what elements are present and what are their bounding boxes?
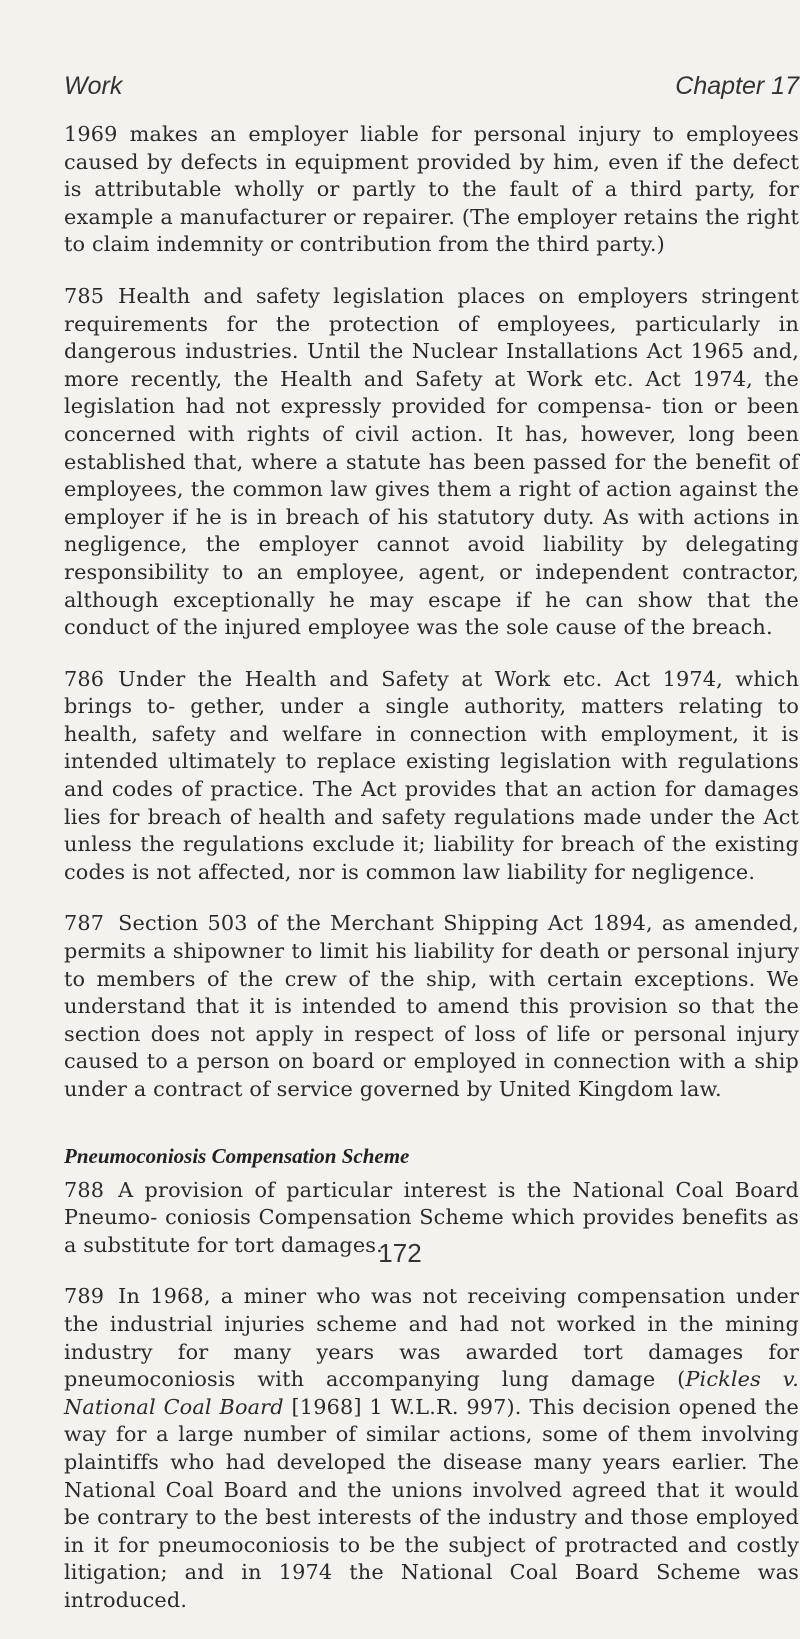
running-head bbox=[64, 72, 799, 101]
paragraph-text-before: In 1968, a miner who was not receiving compensation under the industrial injuries scheme and had not worked in the mining industry for many years was awarded tort damages for pneumoconiosis with accompanying lung damage ( bbox=[64, 1284, 799, 1392]
paragraph-text: A provision of particular interest is the National Coal Board Pneumo- coniosis Compensation Scheme which provides benefits as a substitute for tort damages. bbox=[64, 1177, 799, 1257]
paragraph-text: Section 503 of the Merchant Shipping Act 1894, as amended, permits a shipowner to limit his liability for death or personal injury to members of the crew of the ship, with certain exceptions. We understand that it is intended to amend this provision so that the section does not apply in respect of loss of life or personal injury caused to a person on board or employed in connection with a ship under a contract of service governed by United Kingdom law. bbox=[64, 911, 799, 1101]
case-citation: Pickles v. National Coal Board bbox=[64, 1367, 799, 1419]
paragraph-786 bbox=[64, 666, 799, 887]
paragraph-number: 786 bbox=[64, 666, 105, 691]
paragraph-787 bbox=[64, 910, 799, 1103]
paragraph-number: 785 bbox=[64, 283, 105, 308]
page-number: 172 bbox=[378, 1238, 422, 1268]
paragraph-text-after: [1968] 1 W.L.R. 997). This decision opened the way for a large number of similar actions, some of them involving plaintiffs who had developed the disease many years earlier. The National Coal Board and the unions involved agreed that it would be contrary to the best interests of the industry and those employed in it for pneumoconiosis to be the subject of protracted and costly litigation; and in 1974 the National Coal Board Scheme was introduced. bbox=[64, 1394, 799, 1612]
paragraph-785 bbox=[64, 283, 799, 642]
paragraph-text: Health and safety legislation places on employers stringent requirements for the protection of employees, particularly in dangerous industries. Until the Nuclear Installations Act 1965 and, more recently, the Health and Safety at Work etc. Act 1974, the legislation had not expressly provided for compensa- tion or been concerned with rights of civil action. It has, however, long been established that, where a statute has been passed for the benefit of employees, the common law gives them a right of action against the employer if he is in breach of his statutory duty. As with actions in negligence, the employer cannot avoid liability by delegating responsibility to an employee, agent, or independent contractor, although exceptionally he may escape if he can show that the conduct of the injured employee was the sole cause of the breach. bbox=[64, 283, 799, 640]
paragraph-continued bbox=[64, 121, 799, 259]
paragraph-789 bbox=[64, 1283, 799, 1614]
running-head-left: Work bbox=[64, 72, 123, 100]
page-body bbox=[64, 72, 799, 1639]
paragraph-number: 788 bbox=[64, 1177, 105, 1202]
paragraph-text: 1969 makes an employer liable for personal injury to employees caused by defects in equipment provided by him, even if the defect is attributable wholly or partly to the fault of a third party, for example a manufacturer or repairer. (The employer retains the right to claim indemnity or contribution from the third party.) bbox=[64, 122, 799, 257]
running-head-right: Chapter 17 bbox=[675, 72, 799, 100]
paragraph-number: 789 bbox=[64, 1284, 105, 1309]
paragraph-number: 787 bbox=[64, 911, 105, 936]
section-heading: Pneumoconiosis Compensation Scheme bbox=[64, 1143, 410, 1168]
paragraph-text: Under the Health and Safety at Work etc. Act 1974, which brings to- gether, under a single authority, matters relating to health, safety and welfare in connection with employment, it is intended ultimately to replace existing legislation with regulations and codes of practice. The Act provides that an action for damages lies for breach of health and safety regulations made under the Act unless the regulations exclude it; liability for breach of the existing codes is not affected, nor is common law liability for negligence. bbox=[64, 666, 799, 884]
